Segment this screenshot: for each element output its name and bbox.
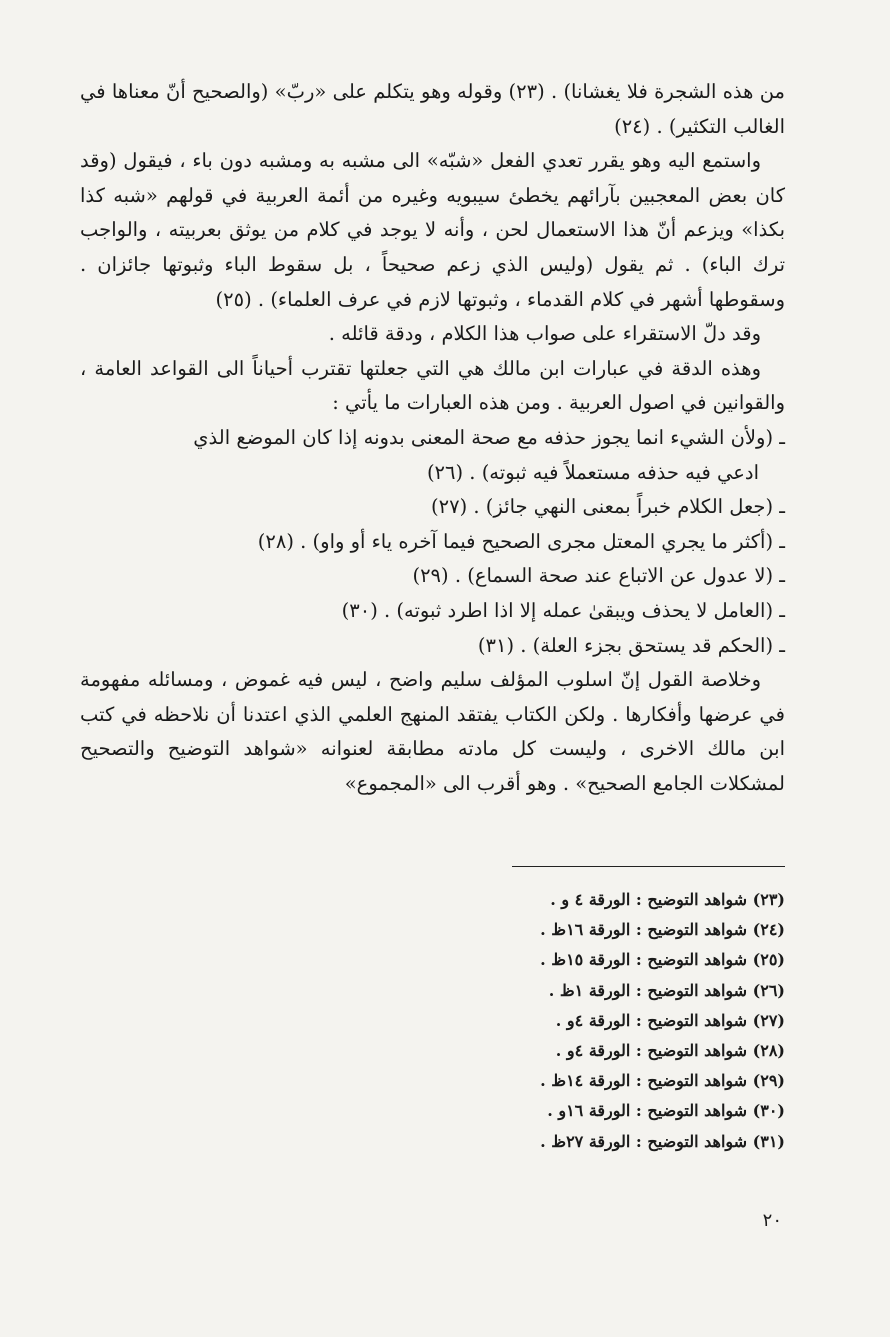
footnote: (٣٠) شواهد التوضيح : الورقة ١٦و . xyxy=(547,1101,785,1121)
list-item: ـ (جعل الكلام خبراً بمعنى النهي جائز) . (٢٧) xyxy=(431,495,785,519)
footnote: (٢٤) شواهد التوضيح : الورقة ١٦ظ . xyxy=(540,920,785,940)
paragraph-1: من هذه الشجرة فلا يغشانا) . (٢٣) وقوله وهو يتكلم على «ربّ» (والصحيح أنّ معناها في الغالب التكثير) . (٢٤) xyxy=(80,80,786,138)
list-item: ـ (لا عدول عن الاتباع عند صحة السماع) . (٢٩) xyxy=(412,564,785,588)
footnote: (٢٥) شواهد التوضيح : الورقة ١٥ظ . xyxy=(540,950,785,970)
page-number: ٢٠ xyxy=(762,1210,782,1231)
list-item: ـ (ولأن الشيء انما يجوز حذفه مع صحة المعنى بدونه إذا كان الموضع الذي xyxy=(193,425,785,449)
paragraph-3: وقد دلّ الاستقراء على صواب هذا الكلام ، ودقة قائله . xyxy=(328,322,761,346)
footnote: (٢٨) شواهد التوضيح : الورقة ٤و . xyxy=(555,1041,785,1061)
list-item: ـ (العامل لا يحذف ويبقىٰ عمله إلا اذا اطرد ثبوته) . (٣٠) xyxy=(341,598,785,622)
paragraph-5: وخلاصة القول إنّ اسلوب المؤلف سليم واضح ، ليس فيه غموض ، ومسائله مفهومة في عرضها وأفكارها . ولكن الكتاب يفتقد المنهج العلمي الذي اعتدنا أن نلاحظه في كتب ابن مالك الاخرى ، وليست كل مادته مطابقة لعنوانه «شواهد التوضيح والتصحيح لمشكلات الجامع الصحيح» . وهو أقرب الى «المجموع» xyxy=(80,668,785,795)
footnotes xyxy=(380,885,785,1157)
footnote-divider xyxy=(512,866,785,867)
main-text xyxy=(80,75,785,801)
list-item: ـ (أكثر ما يجري المعتل مجرى الصحيح فيما آخره ياء أو واو) . (٢٨) xyxy=(257,529,785,553)
footnote: (٢٦) شواهد التوضيح : الورقة ١ظ . xyxy=(548,980,785,1000)
footnote: (٣١) شواهد التوضيح : الورقة ٢٧ظ . xyxy=(540,1131,785,1151)
quotes-list xyxy=(80,421,785,663)
list-item: ـ (الحكم قد يستحق بجزء العلة) . (٣١) xyxy=(477,633,785,657)
footnote: (٢٧) شواهد التوضيح : الورقة ٤و . xyxy=(555,1010,785,1030)
list-item-continuation: ادعي فيه حذفه مستعملاً فيه ثبوته) . (٢٦) xyxy=(426,460,759,484)
paragraph-4: وهذه الدقة في عبارات ابن مالك هي التي جعلتها تقترب أحياناً الى القواعد العامة ، والقوانين في اصول العربية . ومن هذه العبارات ما يأتي : xyxy=(80,356,785,415)
footnote: (٢٩) شواهد التوضيح : الورقة ١٤ظ . xyxy=(540,1071,785,1091)
paragraph-2: واستمع اليه وهو يقرر تعدي الفعل «شبّه» الى مشبه به ومشبه دون باء ، فيقول (وقد كان بعض المعجبين بآرائهم يخطئ سيبويه وغيره من أئمة العربية في قولهم «شبه كذا بكذا» ويزعم أنّ هذا الاستعمال لحن ، وأنه لا يوجد في كلام من يوثق بعربيته ، والواجب ترك الباء) . ثم يقول (وليس الذي زعم صحيحاً ، بل سقوط الباء وثبوتها جائزان . وسقوطها أشهر في كلام القدماء ، وثبوتها لازم في عرف العلماء) . (٢٥) xyxy=(80,149,786,311)
footnote: (٢٣) شواهد التوضيح : الورقة ٤ و . xyxy=(550,890,785,909)
